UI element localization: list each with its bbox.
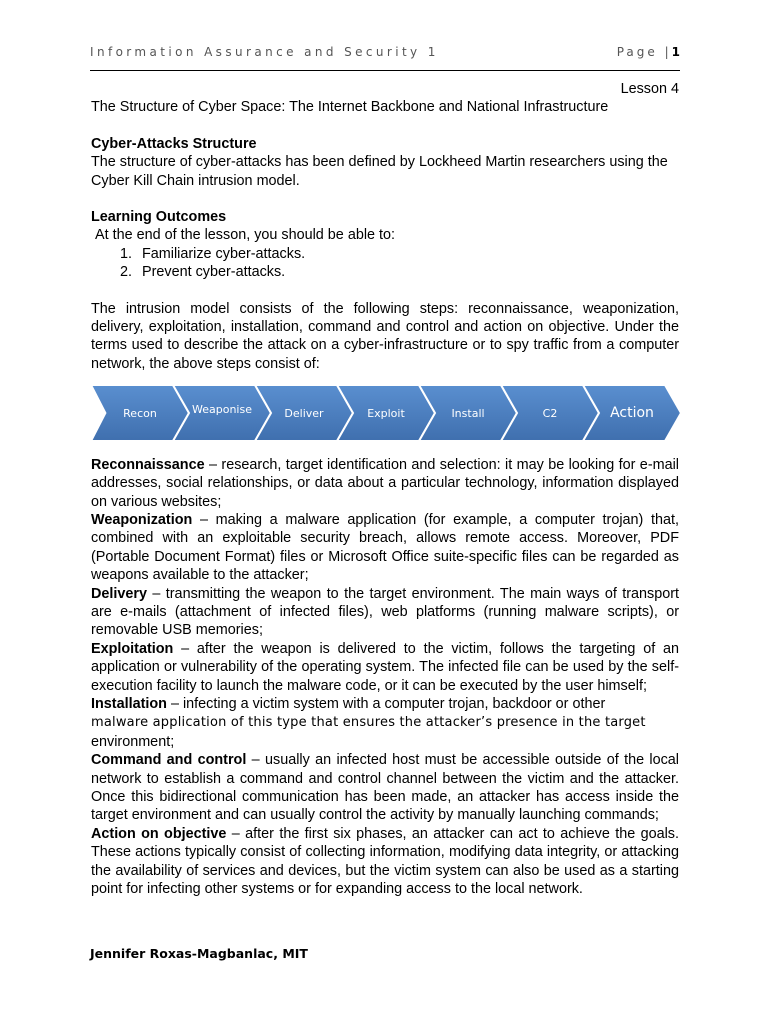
document-title: The Structure of Cyber Space: The Internet Backbone and National Infrastructure — [91, 99, 609, 116]
outcomes-heading: Learning Outcomes — [91, 209, 227, 226]
definition-action-on-objective — [91, 825, 679, 899]
term-text: – making a malware application (for example, a computer trojan) that, combined with an exploitable security breach, allows remote access. Moreover, PDF (Portable Document Format) files or Microsoft Office suite-specific files can be regarded as weapons available to the attacker; — [91, 511, 679, 584]
kill-chain-label: Recon — [123, 407, 157, 421]
term: Installation — [91, 695, 167, 712]
page-header — [90, 40, 680, 71]
definition-exploitation — [91, 640, 679, 695]
kill-chain-label: Exploit — [367, 407, 405, 421]
term: Weaponization — [91, 511, 193, 528]
outcomes-list — [91, 245, 679, 282]
page-number: 1 — [671, 45, 680, 59]
term-text-end: environment; — [91, 733, 175, 750]
term: Command and control — [91, 752, 247, 769]
definition-reconnaissance — [91, 456, 679, 511]
term: Exploitation — [91, 640, 174, 657]
term-text-alt: malware application of this type that ensures the attacker’s presence in the target — [91, 715, 646, 731]
term-text: – research, target identification and selection: it may be looking for e-mail addresses, social relationships, or data about a particular technology, information displayed on various websites; — [91, 456, 679, 510]
kill-chain-label: Install — [451, 407, 485, 421]
section-heading: Cyber-Attacks Structure — [91, 135, 257, 152]
kill-chain-label: Deliver — [284, 407, 324, 421]
definition-command-and-control — [91, 751, 679, 825]
kill-chain-diagram — [91, 382, 681, 444]
outcome-item: 2. Prevent cyber-attacks. — [136, 263, 679, 281]
term: Reconnaissance — [91, 456, 205, 473]
definition-weaponization — [91, 511, 679, 585]
definitions — [91, 456, 679, 899]
section-body: The structure of cyber-attacks has been defined by Lockheed Martin researchers using the Cyber Kill Chain intrusion model. — [91, 154, 668, 189]
term: Delivery — [91, 585, 148, 602]
term: Action on objective — [91, 825, 227, 842]
term-text: – after the weapon is delivered to the victim, follows the targeting of an application or vulnerability of the operating system. The infected file can be used by the self-execution facility to launch the malware code, or it can be executed by the user himself; — [91, 640, 679, 694]
term-text: – infecting a victim system with a computer trojan, backdoor or other — [166, 695, 606, 712]
header-page — [617, 45, 680, 59]
header-title: Information Assurance and Security 1 — [90, 45, 439, 59]
outcome-item: 1. Familiarize cyber-attacks. — [136, 245, 679, 263]
outcomes-intro: At the end of the lesson, you should be able to: — [95, 227, 396, 244]
page-label: Page | — [616, 45, 672, 59]
author-footer: Jennifer Roxas-Magbanlac, MIT — [90, 946, 308, 961]
lesson-label: Lesson 4 — [620, 81, 679, 97]
term-text: – usually an infected host must be accessible outside of the local network to establish a command and control channel between the victim and the attacker. Once this bidirectional communication has been made, an attacker has access inside the target environment and can usually control the activity by manually launching commands; — [91, 752, 679, 824]
intro-paragraph: The intrusion model consists of the following steps: reconnaissance, weaponization, delivery, exploitation, installation, command and control and action on objective. Under the terms used to describe the attack on a cyber-infrastructure or to spy traffic from a computer network, the above steps consist of: — [91, 300, 679, 372]
term-text: – transmitting the weapon to the target environment. The main ways of transport are e-mails (attachment of infected files), web platforms (running malware scripts), or removable USB memories; — [91, 585, 679, 639]
definition-delivery — [91, 585, 679, 640]
document-body — [91, 80, 679, 898]
term-text: – after the first six phases, an attacker can act to achieve the goals. These actions typically consist of collecting information, modifying data integrity, or attacking the availability of services and devices, but the victim system can also be used as a starting point for infecting other systems or for expanding access to the local network. — [91, 825, 679, 898]
kill-chain-label: Action — [610, 405, 654, 422]
kill-chain-label: C2 — [542, 407, 558, 421]
kill-chain-label: Weaponise — [192, 403, 252, 417]
definition-installation — [91, 695, 679, 751]
